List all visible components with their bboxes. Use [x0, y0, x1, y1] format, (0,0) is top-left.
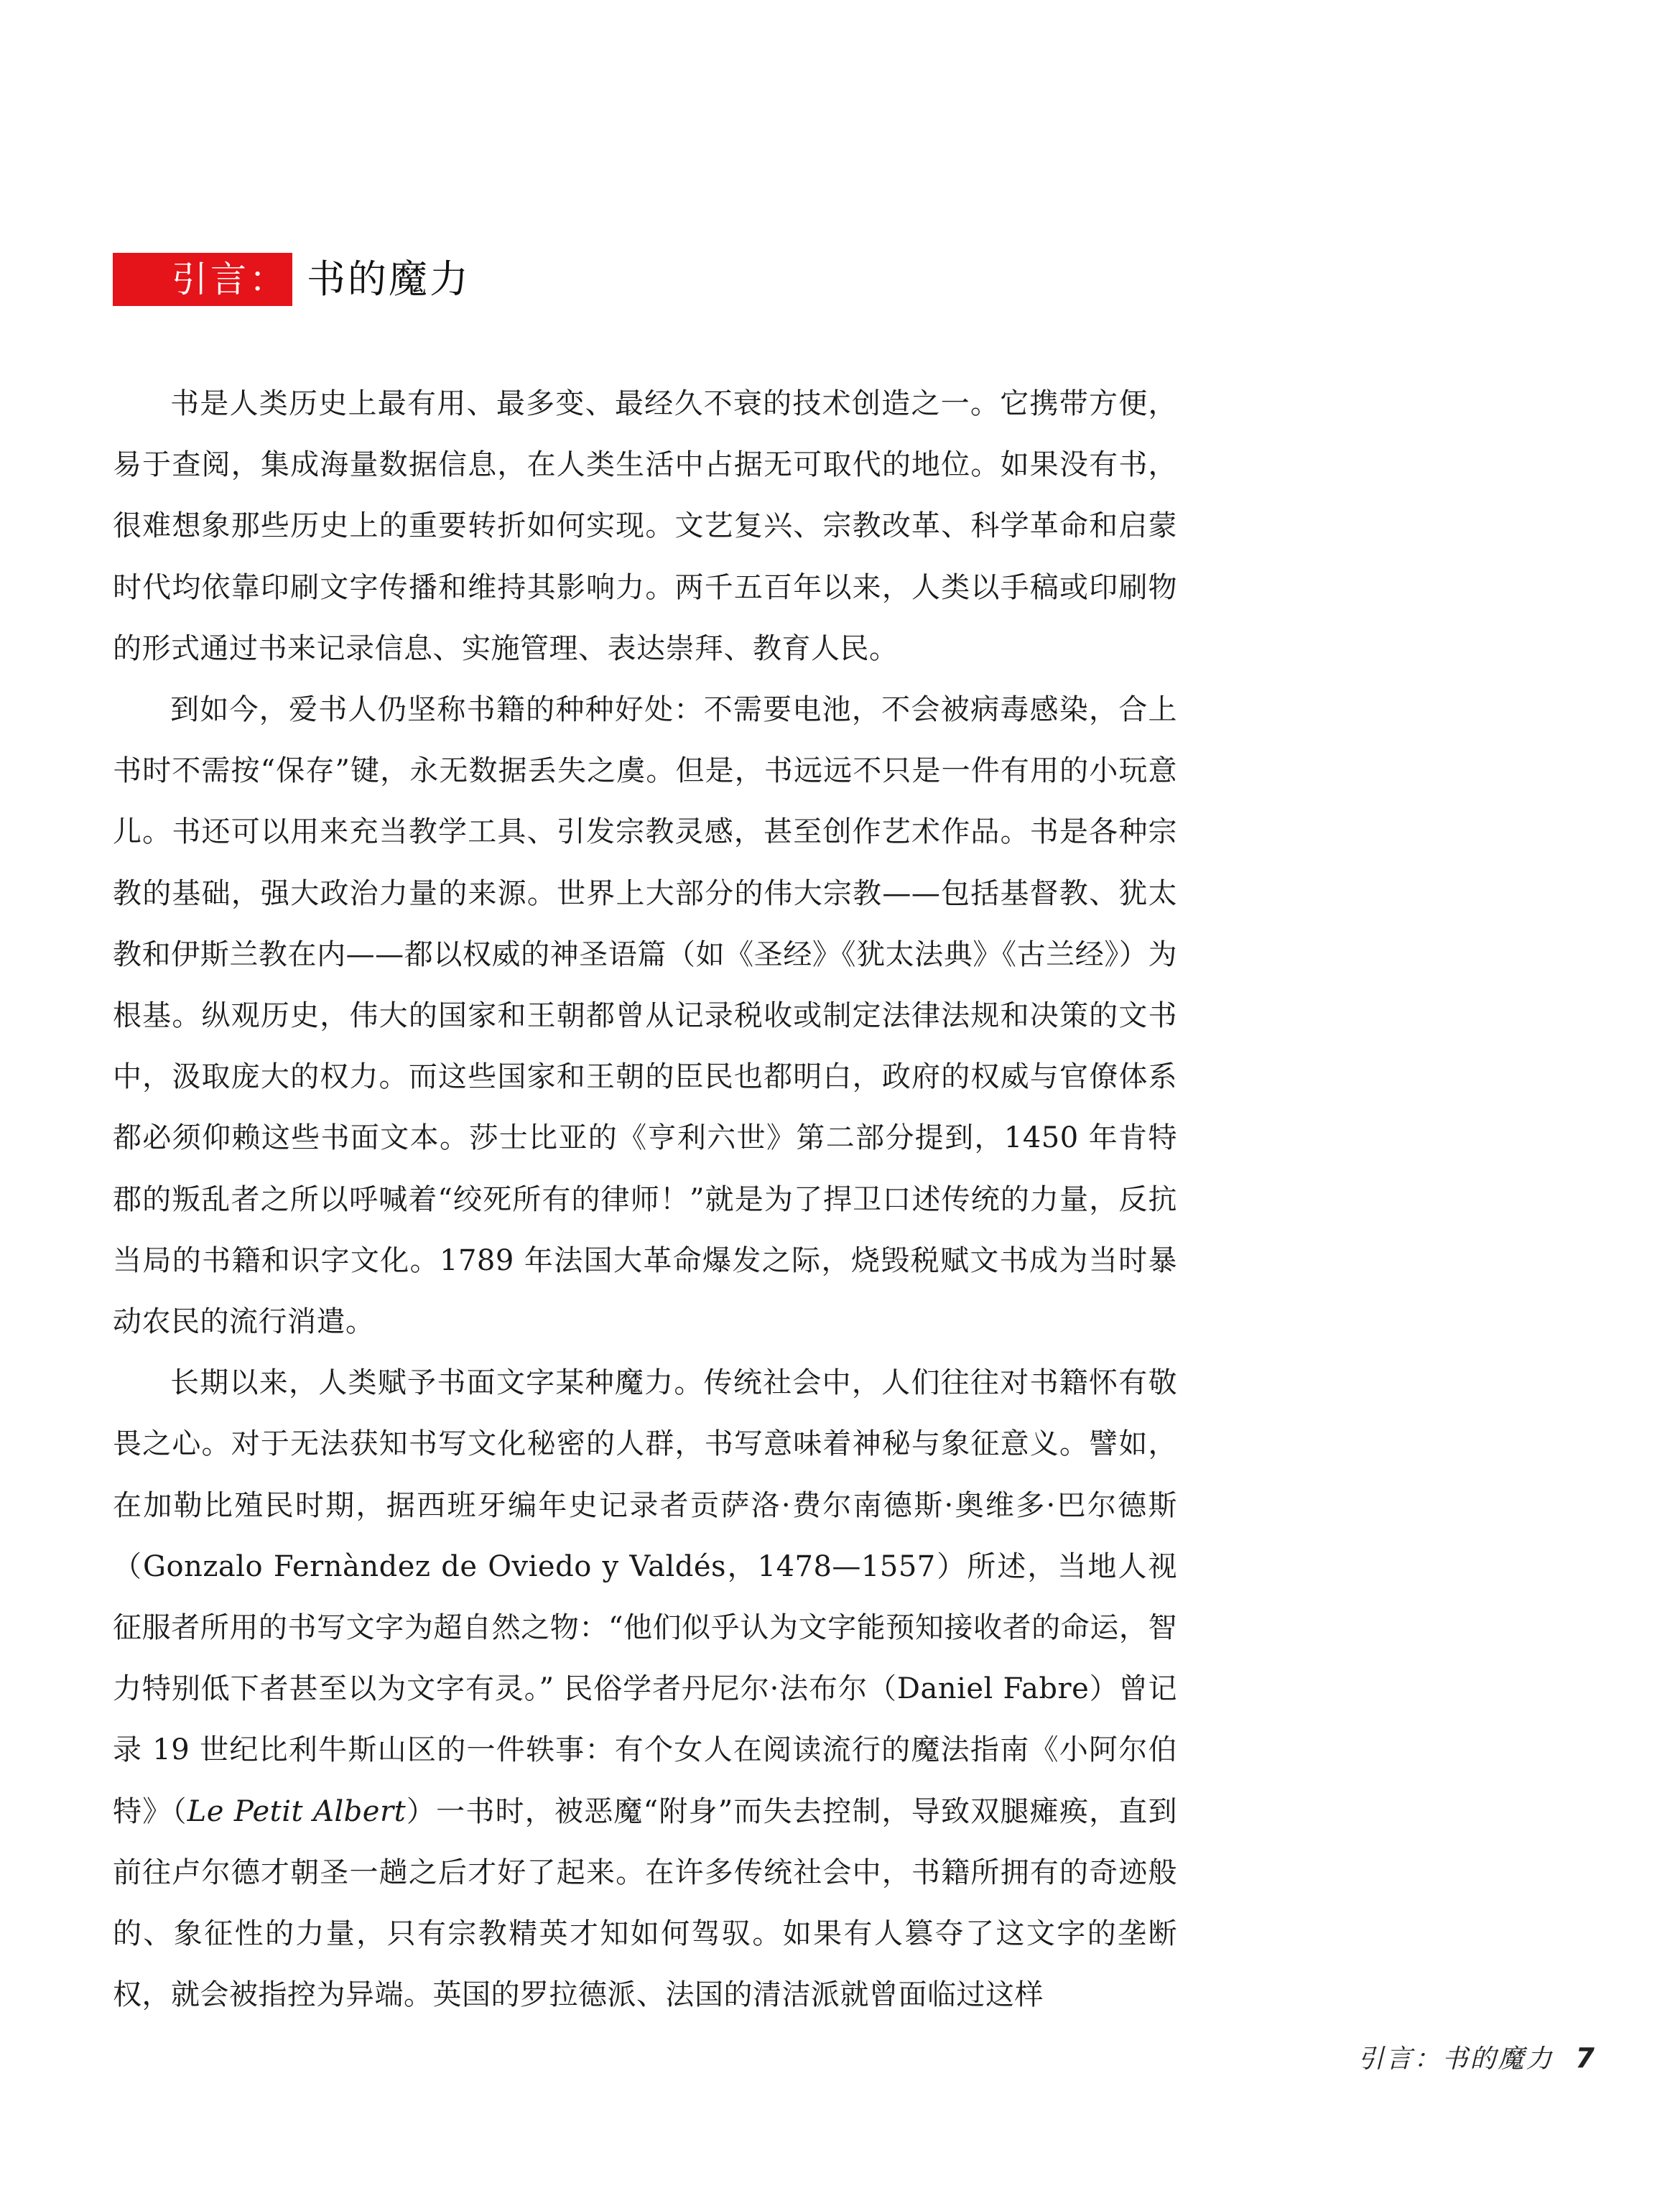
- heading-label: 引言：: [113, 253, 292, 306]
- book-title-italic: Le Petit Albert: [187, 1794, 407, 1828]
- body-text: [113, 374, 1177, 2026]
- paragraph-3-text-a: 长期以来，人类赋予书面文字某种魔力。传统社会中，人们往往对书籍怀有敬畏之心。对于无法获知书写文化秘密的人群，书写意味着神秘与象征意义。譬如，在加勒比殖民时期，据西班牙编年史记录者贡萨洛·费尔南德斯·奥维多·巴尔德斯（Gonzalo Fernàndez de Oviedo y Valdés，1478—1557）所述，当地人视征服者所用的书写文字为超自然之物：“他们似乎认为文字能预知接收者的命运，智力特别低下者甚至以为文字有灵。” 民俗学者丹尼尔·法布尔（Daniel Fabre）曾记录 19 世纪比利牛斯山区的一件轶事：有个女人在阅读流行的魔法指南《小阿尔伯特》（: [113, 1366, 1177, 1828]
- paragraph-1: 书是人类历史上最有用、最多变、最经久不衰的技术创造之一。它携带方便，易于查阅，集成海量数据信息，在人类生活中占据无可取代的地位。如果没有书，很难想象那些历史上的重要转折如何实现。文艺复兴、宗教改革、科学革命和启蒙时代均依靠印刷文字传播和维持其影响力。两千五百年以来，人类以手稿或印刷物的形式通过书来记录信息、实施管理、表达崇拜、教育人民。: [113, 387, 1177, 665]
- page-number: 7: [1575, 2042, 1595, 2074]
- running-title: 引言：书的魔力: [1358, 2044, 1554, 2074]
- heading-title: 书的魔力: [307, 256, 470, 302]
- page-footer: [1293, 2039, 1595, 2075]
- paragraph-2: 到如今，爱书人仍坚称书籍的种种好处：不需要电池，不会被病毒感染，合上书时不需按“保存”键，永无数据丢失之虞。但是，书远远不只是一件有用的小玩意儿。书还可以用来充当教学工具、引发宗教灵感，甚至创作艺术作品。书是各种宗教的基础，强大政治力量的来源。世界上大部分的伟大宗教——包括基督教、犹太教和伊斯兰教在内——都以权威的神圣语篇（如《圣经》《犹太法典》《古兰经》）为根基。纵观历史，伟大的国家和王朝都曾从记录税收或制定法律法规和决策的文书中，汲取庞大的权力。而这些国家和王朝的臣民也都明白，政府的权威与官僚体系都必须仰赖这些书面文本。莎士比亚的《亨利六世》第二部分提到，1450 年肯特郡的叛乱者之所以呼喊着“绞死所有的律师！”就是为了捍卫口述传统的力量，反抗当局的书籍和识字文化。1789 年法国大革命爆发之际，烧毁税赋文书成为当时暴动农民的流行消遣。: [113, 693, 1177, 1339]
- paragraph-3: [113, 1353, 1177, 2026]
- chapter-heading: [113, 253, 470, 306]
- paragraph-3-text-b: ）一书时，被恶魔“附身”而失去控制，导致双腿瘫痪，直到前往卢尔德才朝圣一趟之后才好了起来。在许多传统社会中，书籍所拥有的奇迹般的、象征性的力量，只有宗教精英才知如何驾驭。如果有人篡夺了这文字的垄断权，就会被指控为异端。英国的罗拉德派、法国的清洁派就曾面临过这样: [113, 1794, 1178, 2012]
